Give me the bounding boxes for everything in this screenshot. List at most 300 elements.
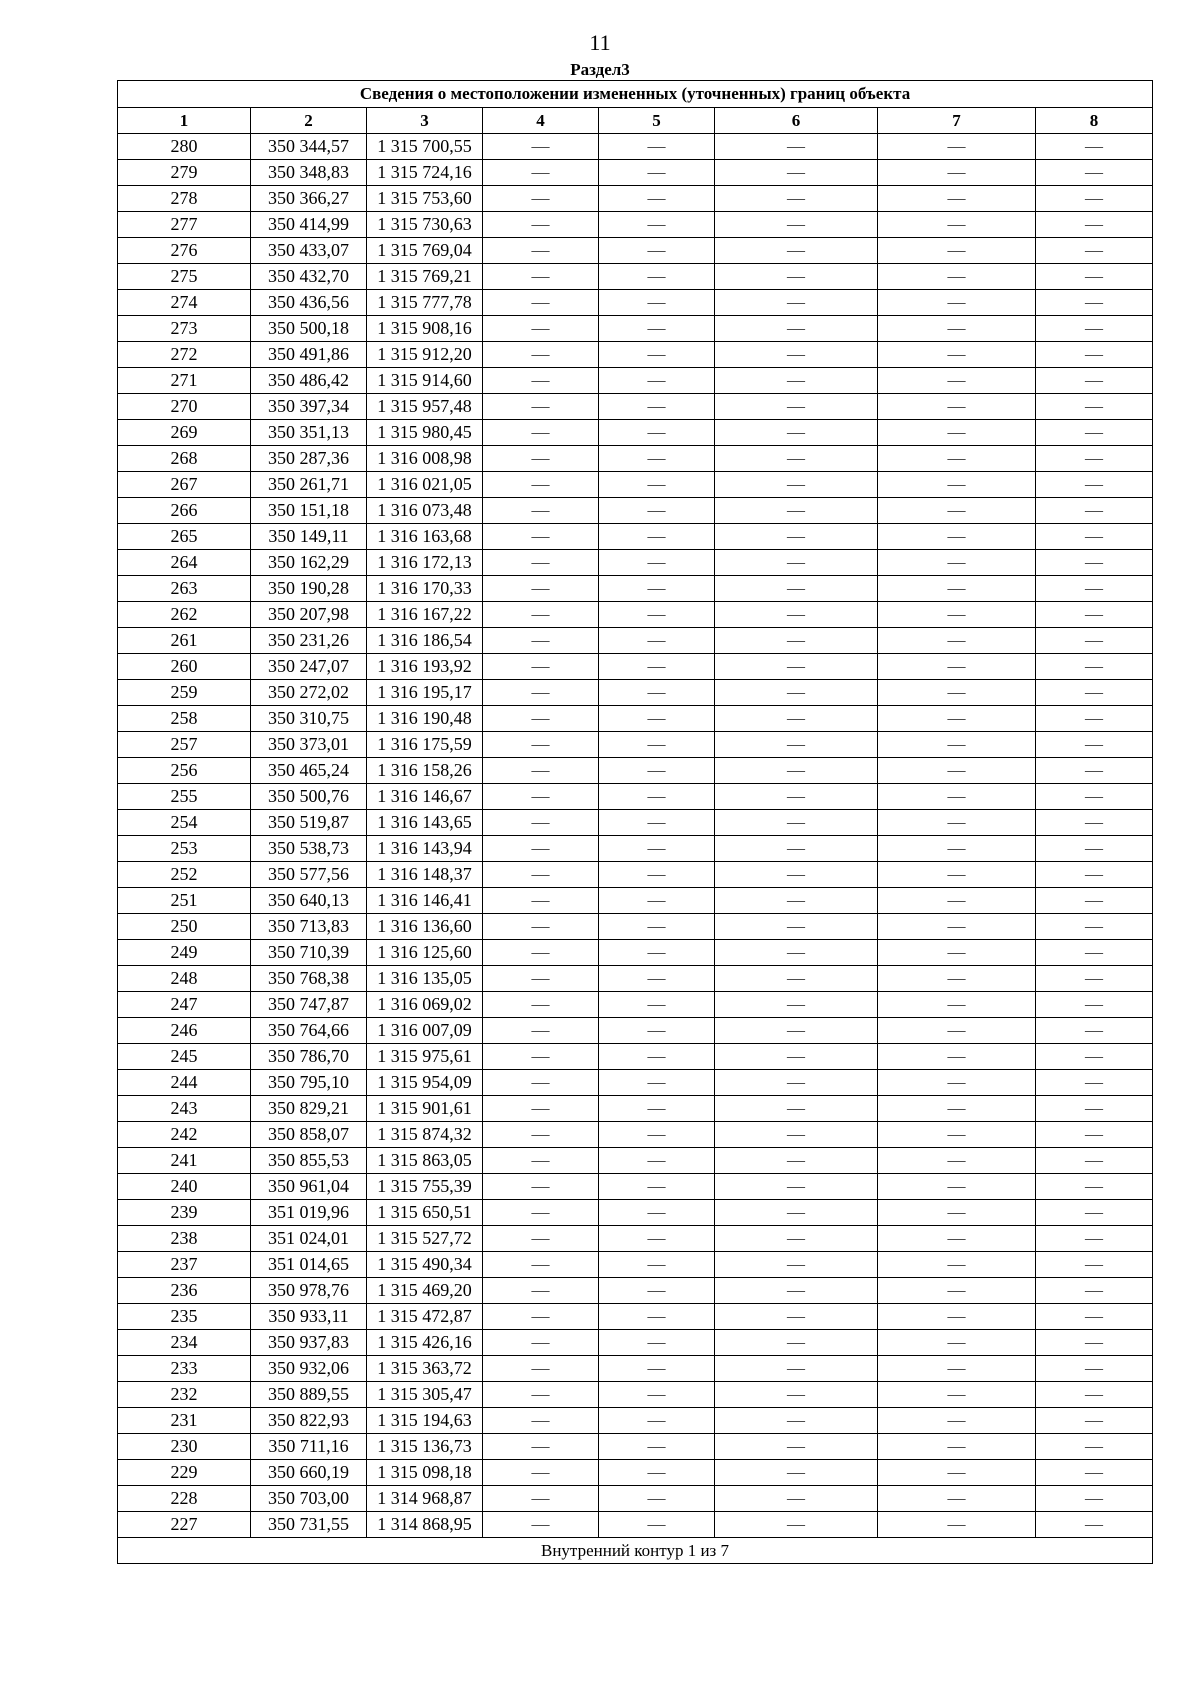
- empty-cell: —: [1036, 394, 1153, 420]
- empty-cell: —: [483, 1148, 599, 1174]
- table-row: [118, 784, 1153, 810]
- empty-cell: —: [599, 498, 715, 524]
- y-coordinate-cell: 1 316 146,67: [367, 784, 483, 810]
- x-coordinate-cell: 350 747,87: [251, 992, 367, 1018]
- point-number-cell: 233: [118, 1356, 251, 1382]
- table-row: [118, 1200, 1153, 1226]
- empty-cell: —: [599, 446, 715, 472]
- empty-cell: —: [878, 628, 1036, 654]
- point-number-cell: 247: [118, 992, 251, 1018]
- empty-cell: —: [599, 134, 715, 160]
- y-coordinate-cell: 1 316 190,48: [367, 706, 483, 732]
- empty-cell: —: [715, 342, 878, 368]
- empty-cell: —: [878, 1356, 1036, 1382]
- empty-cell: —: [599, 1434, 715, 1460]
- empty-cell: —: [1036, 368, 1153, 394]
- empty-cell: —: [483, 186, 599, 212]
- empty-cell: —: [483, 784, 599, 810]
- point-number-cell: 262: [118, 602, 251, 628]
- table-row: [118, 472, 1153, 498]
- empty-cell: —: [483, 420, 599, 446]
- empty-cell: —: [715, 186, 878, 212]
- empty-cell: —: [878, 212, 1036, 238]
- empty-cell: —: [599, 264, 715, 290]
- point-number-cell: 230: [118, 1434, 251, 1460]
- column-header: 3: [367, 108, 483, 134]
- empty-cell: —: [483, 576, 599, 602]
- y-coordinate-cell: 1 316 021,05: [367, 472, 483, 498]
- empty-cell: —: [483, 706, 599, 732]
- empty-cell: —: [483, 446, 599, 472]
- y-coordinate-cell: 1 315 954,09: [367, 1070, 483, 1096]
- empty-cell: —: [599, 784, 715, 810]
- y-coordinate-cell: 1 315 980,45: [367, 420, 483, 446]
- y-coordinate-cell: 1 315 098,18: [367, 1460, 483, 1486]
- empty-cell: —: [599, 706, 715, 732]
- y-coordinate-cell: 1 315 363,72: [367, 1356, 483, 1382]
- empty-cell: —: [599, 1356, 715, 1382]
- empty-cell: —: [1036, 316, 1153, 342]
- empty-cell: —: [1036, 264, 1153, 290]
- empty-cell: —: [1036, 186, 1153, 212]
- empty-cell: —: [1036, 1460, 1153, 1486]
- point-number-cell: 260: [118, 654, 251, 680]
- empty-cell: —: [878, 1304, 1036, 1330]
- empty-cell: —: [878, 550, 1036, 576]
- y-coordinate-cell: 1 316 146,41: [367, 888, 483, 914]
- empty-cell: —: [1036, 628, 1153, 654]
- x-coordinate-cell: 350 373,01: [251, 732, 367, 758]
- empty-cell: —: [878, 1070, 1036, 1096]
- empty-cell: —: [715, 1070, 878, 1096]
- table-row: [118, 576, 1153, 602]
- table-row: [118, 290, 1153, 316]
- x-coordinate-cell: 350 366,27: [251, 186, 367, 212]
- empty-cell: —: [483, 1408, 599, 1434]
- point-number-cell: 248: [118, 966, 251, 992]
- x-coordinate-cell: 350 344,57: [251, 134, 367, 160]
- x-coordinate-cell: 350 272,02: [251, 680, 367, 706]
- empty-cell: —: [1036, 498, 1153, 524]
- empty-cell: —: [599, 238, 715, 264]
- empty-cell: —: [878, 134, 1036, 160]
- empty-cell: —: [483, 1200, 599, 1226]
- empty-cell: —: [483, 1174, 599, 1200]
- empty-cell: —: [599, 1278, 715, 1304]
- point-number-cell: 228: [118, 1486, 251, 1512]
- empty-cell: —: [599, 524, 715, 550]
- empty-cell: —: [878, 992, 1036, 1018]
- empty-cell: —: [483, 134, 599, 160]
- empty-cell: —: [878, 1148, 1036, 1174]
- empty-cell: —: [878, 420, 1036, 446]
- empty-cell: —: [878, 498, 1036, 524]
- contour-note: Внутренний контур 1 из 7: [118, 1538, 1153, 1564]
- empty-cell: —: [483, 524, 599, 550]
- empty-cell: —: [878, 966, 1036, 992]
- empty-cell: —: [1036, 680, 1153, 706]
- empty-cell: —: [715, 264, 878, 290]
- point-number-cell: 243: [118, 1096, 251, 1122]
- y-coordinate-cell: 1 315 194,63: [367, 1408, 483, 1434]
- table-title: Сведения о местоположении измененных (уточненных) границ объекта: [118, 81, 1153, 108]
- empty-cell: —: [878, 758, 1036, 784]
- empty-cell: —: [715, 472, 878, 498]
- x-coordinate-cell: 350 397,34: [251, 394, 367, 420]
- x-coordinate-cell: 351 019,96: [251, 1200, 367, 1226]
- x-coordinate-cell: 350 786,70: [251, 1044, 367, 1070]
- empty-cell: —: [715, 1122, 878, 1148]
- table-row: [118, 1356, 1153, 1382]
- x-coordinate-cell: 350 710,39: [251, 940, 367, 966]
- table-row: [118, 706, 1153, 732]
- y-coordinate-cell: 1 316 195,17: [367, 680, 483, 706]
- x-coordinate-cell: 350 933,11: [251, 1304, 367, 1330]
- table-row: [118, 1330, 1153, 1356]
- empty-cell: —: [878, 368, 1036, 394]
- empty-cell: —: [715, 1226, 878, 1252]
- empty-cell: —: [599, 732, 715, 758]
- empty-cell: —: [878, 940, 1036, 966]
- x-coordinate-cell: 350 932,06: [251, 1356, 367, 1382]
- empty-cell: —: [1036, 1226, 1153, 1252]
- empty-cell: —: [715, 576, 878, 602]
- table-row: [118, 1278, 1153, 1304]
- x-coordinate-cell: 350 829,21: [251, 1096, 367, 1122]
- point-number-cell: 265: [118, 524, 251, 550]
- table-row: [118, 342, 1153, 368]
- empty-cell: —: [715, 1044, 878, 1070]
- empty-cell: —: [715, 316, 878, 342]
- empty-cell: —: [599, 628, 715, 654]
- empty-cell: —: [1036, 1382, 1153, 1408]
- y-coordinate-cell: 1 315 901,61: [367, 1096, 483, 1122]
- empty-cell: —: [1036, 1044, 1153, 1070]
- y-coordinate-cell: 1 315 957,48: [367, 394, 483, 420]
- empty-cell: —: [1036, 1408, 1153, 1434]
- table-row: [118, 264, 1153, 290]
- table-row: [118, 940, 1153, 966]
- empty-cell: —: [599, 290, 715, 316]
- empty-cell: —: [878, 654, 1036, 680]
- section-title: Раздел3: [570, 60, 630, 79]
- point-number-cell: 237: [118, 1252, 251, 1278]
- empty-cell: —: [715, 1096, 878, 1122]
- empty-cell: —: [599, 1070, 715, 1096]
- empty-cell: —: [1036, 914, 1153, 940]
- column-header: 5: [599, 108, 715, 134]
- x-coordinate-cell: 350 795,10: [251, 1070, 367, 1096]
- empty-cell: —: [878, 810, 1036, 836]
- empty-cell: —: [715, 810, 878, 836]
- empty-cell: —: [599, 810, 715, 836]
- point-number-cell: 275: [118, 264, 251, 290]
- empty-cell: —: [1036, 524, 1153, 550]
- coordinates-body: [118, 134, 1153, 1538]
- empty-cell: —: [483, 680, 599, 706]
- table-row: [118, 758, 1153, 784]
- y-coordinate-cell: 1 315 908,16: [367, 316, 483, 342]
- empty-cell: —: [715, 420, 878, 446]
- y-coordinate-cell: 1 316 073,48: [367, 498, 483, 524]
- empty-cell: —: [715, 446, 878, 472]
- empty-cell: —: [599, 1096, 715, 1122]
- empty-cell: —: [878, 576, 1036, 602]
- empty-cell: —: [878, 1460, 1036, 1486]
- empty-cell: —: [599, 836, 715, 862]
- empty-cell: —: [1036, 1304, 1153, 1330]
- x-coordinate-cell: 350 731,55: [251, 1512, 367, 1538]
- empty-cell: —: [715, 758, 878, 784]
- table-row: [118, 186, 1153, 212]
- empty-cell: —: [599, 992, 715, 1018]
- x-coordinate-cell: 350 432,70: [251, 264, 367, 290]
- empty-cell: —: [1036, 212, 1153, 238]
- empty-cell: —: [715, 628, 878, 654]
- empty-cell: —: [715, 1434, 878, 1460]
- empty-cell: —: [878, 1200, 1036, 1226]
- empty-cell: —: [599, 368, 715, 394]
- empty-cell: —: [878, 1252, 1036, 1278]
- y-coordinate-cell: 1 316 008,98: [367, 446, 483, 472]
- table-row: [118, 368, 1153, 394]
- empty-cell: —: [715, 498, 878, 524]
- empty-cell: —: [878, 1382, 1036, 1408]
- table-row: [118, 628, 1153, 654]
- empty-cell: —: [1036, 1096, 1153, 1122]
- empty-cell: —: [715, 654, 878, 680]
- point-number-cell: 241: [118, 1148, 251, 1174]
- empty-cell: —: [599, 1330, 715, 1356]
- point-number-cell: 279: [118, 160, 251, 186]
- empty-cell: —: [1036, 992, 1153, 1018]
- point-number-cell: 249: [118, 940, 251, 966]
- y-coordinate-cell: 1 316 148,37: [367, 862, 483, 888]
- empty-cell: —: [1036, 1200, 1153, 1226]
- y-coordinate-cell: 1 315 769,04: [367, 238, 483, 264]
- empty-cell: —: [715, 1200, 878, 1226]
- x-coordinate-cell: 350 433,07: [251, 238, 367, 264]
- empty-cell: —: [483, 1434, 599, 1460]
- table-row: [118, 1122, 1153, 1148]
- point-number-cell: 257: [118, 732, 251, 758]
- empty-cell: —: [599, 420, 715, 446]
- table-row: [118, 1174, 1153, 1200]
- x-coordinate-cell: 350 190,28: [251, 576, 367, 602]
- empty-cell: —: [483, 1252, 599, 1278]
- point-number-cell: 280: [118, 134, 251, 160]
- x-coordinate-cell: 350 855,53: [251, 1148, 367, 1174]
- y-coordinate-cell: 1 316 167,22: [367, 602, 483, 628]
- x-coordinate-cell: 350 151,18: [251, 498, 367, 524]
- empty-cell: —: [599, 602, 715, 628]
- y-coordinate-cell: 1 315 472,87: [367, 1304, 483, 1330]
- empty-cell: —: [483, 1226, 599, 1252]
- empty-cell: —: [715, 212, 878, 238]
- empty-cell: —: [715, 1278, 878, 1304]
- x-coordinate-cell: 350 486,42: [251, 368, 367, 394]
- empty-cell: —: [715, 732, 878, 758]
- empty-cell: —: [878, 524, 1036, 550]
- empty-cell: —: [878, 342, 1036, 368]
- empty-cell: —: [599, 394, 715, 420]
- empty-cell: —: [599, 1382, 715, 1408]
- table-row: [118, 836, 1153, 862]
- y-coordinate-cell: 1 315 724,16: [367, 160, 483, 186]
- empty-cell: —: [1036, 758, 1153, 784]
- x-coordinate-cell: 350 414,99: [251, 212, 367, 238]
- y-coordinate-cell: 1 315 426,16: [367, 1330, 483, 1356]
- empty-cell: —: [878, 732, 1036, 758]
- empty-cell: —: [1036, 706, 1153, 732]
- x-coordinate-cell: 350 207,98: [251, 602, 367, 628]
- empty-cell: —: [599, 1304, 715, 1330]
- empty-cell: —: [599, 758, 715, 784]
- y-coordinate-cell: 1 316 158,26: [367, 758, 483, 784]
- table-row: [118, 1044, 1153, 1070]
- empty-cell: —: [483, 1356, 599, 1382]
- empty-cell: —: [599, 1460, 715, 1486]
- y-coordinate-cell: 1 315 650,51: [367, 1200, 483, 1226]
- empty-cell: —: [1036, 1434, 1153, 1460]
- column-header: 2: [251, 108, 367, 134]
- point-number-cell: 270: [118, 394, 251, 420]
- table-row: [118, 1408, 1153, 1434]
- empty-cell: —: [715, 394, 878, 420]
- table-row: [118, 238, 1153, 264]
- x-coordinate-cell: 350 768,38: [251, 966, 367, 992]
- empty-cell: —: [878, 1486, 1036, 1512]
- empty-cell: —: [715, 238, 878, 264]
- empty-cell: —: [483, 394, 599, 420]
- empty-cell: —: [599, 966, 715, 992]
- empty-cell: —: [715, 1382, 878, 1408]
- table-row: [118, 550, 1153, 576]
- empty-cell: —: [878, 1278, 1036, 1304]
- empty-cell: —: [599, 212, 715, 238]
- empty-cell: —: [715, 784, 878, 810]
- empty-cell: —: [483, 472, 599, 498]
- point-number-cell: 251: [118, 888, 251, 914]
- point-number-cell: 252: [118, 862, 251, 888]
- empty-cell: —: [1036, 810, 1153, 836]
- y-coordinate-cell: 1 316 170,33: [367, 576, 483, 602]
- table-row: [118, 498, 1153, 524]
- y-coordinate-cell: 1 315 777,78: [367, 290, 483, 316]
- empty-cell: —: [483, 1460, 599, 1486]
- empty-cell: —: [1036, 784, 1153, 810]
- empty-cell: —: [483, 888, 599, 914]
- table-row: [118, 420, 1153, 446]
- point-number-cell: 272: [118, 342, 251, 368]
- empty-cell: —: [878, 1512, 1036, 1538]
- point-number-cell: 244: [118, 1070, 251, 1096]
- table-row: [118, 732, 1153, 758]
- empty-cell: —: [715, 134, 878, 160]
- point-number-cell: 256: [118, 758, 251, 784]
- empty-cell: —: [1036, 550, 1153, 576]
- y-coordinate-cell: 1 315 700,55: [367, 134, 483, 160]
- empty-cell: —: [715, 1486, 878, 1512]
- table-row: [118, 316, 1153, 342]
- empty-cell: —: [599, 914, 715, 940]
- y-coordinate-cell: 1 315 914,60: [367, 368, 483, 394]
- empty-cell: —: [715, 524, 878, 550]
- empty-cell: —: [1036, 966, 1153, 992]
- empty-cell: —: [599, 1148, 715, 1174]
- empty-cell: —: [483, 966, 599, 992]
- point-number-cell: 261: [118, 628, 251, 654]
- table-row: [118, 1070, 1153, 1096]
- empty-cell: —: [599, 862, 715, 888]
- y-coordinate-cell: 1 316 175,59: [367, 732, 483, 758]
- table-row: [118, 862, 1153, 888]
- x-coordinate-cell: 350 348,83: [251, 160, 367, 186]
- empty-cell: —: [483, 732, 599, 758]
- empty-cell: —: [715, 160, 878, 186]
- empty-cell: —: [483, 1330, 599, 1356]
- empty-cell: —: [599, 576, 715, 602]
- empty-cell: —: [1036, 1070, 1153, 1096]
- empty-cell: —: [715, 1148, 878, 1174]
- point-number-cell: 236: [118, 1278, 251, 1304]
- empty-cell: —: [483, 316, 599, 342]
- point-number-cell: 229: [118, 1460, 251, 1486]
- x-coordinate-cell: 350 538,73: [251, 836, 367, 862]
- table-row: [118, 524, 1153, 550]
- point-number-cell: 227: [118, 1512, 251, 1538]
- empty-cell: —: [1036, 1252, 1153, 1278]
- y-coordinate-cell: 1 315 136,73: [367, 1434, 483, 1460]
- empty-cell: —: [1036, 1174, 1153, 1200]
- empty-cell: —: [715, 940, 878, 966]
- x-coordinate-cell: 350 261,71: [251, 472, 367, 498]
- table-row: [118, 1382, 1153, 1408]
- x-coordinate-cell: 351 014,65: [251, 1252, 367, 1278]
- empty-cell: —: [878, 1434, 1036, 1460]
- empty-cell: —: [599, 316, 715, 342]
- empty-cell: —: [483, 368, 599, 394]
- y-coordinate-cell: 1 316 135,05: [367, 966, 483, 992]
- table-row: [118, 1486, 1153, 1512]
- empty-cell: —: [878, 238, 1036, 264]
- table-row: [118, 966, 1153, 992]
- empty-cell: —: [715, 1330, 878, 1356]
- point-number-cell: 231: [118, 1408, 251, 1434]
- table-row: [118, 1252, 1153, 1278]
- empty-cell: —: [599, 1200, 715, 1226]
- empty-cell: —: [1036, 862, 1153, 888]
- point-number-cell: 269: [118, 420, 251, 446]
- empty-cell: —: [715, 1174, 878, 1200]
- point-number-cell: 258: [118, 706, 251, 732]
- empty-cell: —: [599, 940, 715, 966]
- empty-cell: —: [483, 1512, 599, 1538]
- x-coordinate-cell: 350 231,26: [251, 628, 367, 654]
- point-number-cell: 255: [118, 784, 251, 810]
- column-header: 6: [715, 108, 878, 134]
- x-coordinate-cell: 350 764,66: [251, 1018, 367, 1044]
- empty-cell: —: [599, 888, 715, 914]
- empty-cell: —: [483, 342, 599, 368]
- x-coordinate-cell: 350 703,00: [251, 1486, 367, 1512]
- empty-cell: —: [1036, 732, 1153, 758]
- empty-cell: —: [483, 1382, 599, 1408]
- empty-cell: —: [715, 680, 878, 706]
- point-number-cell: 254: [118, 810, 251, 836]
- empty-cell: —: [483, 1070, 599, 1096]
- empty-cell: —: [1036, 1018, 1153, 1044]
